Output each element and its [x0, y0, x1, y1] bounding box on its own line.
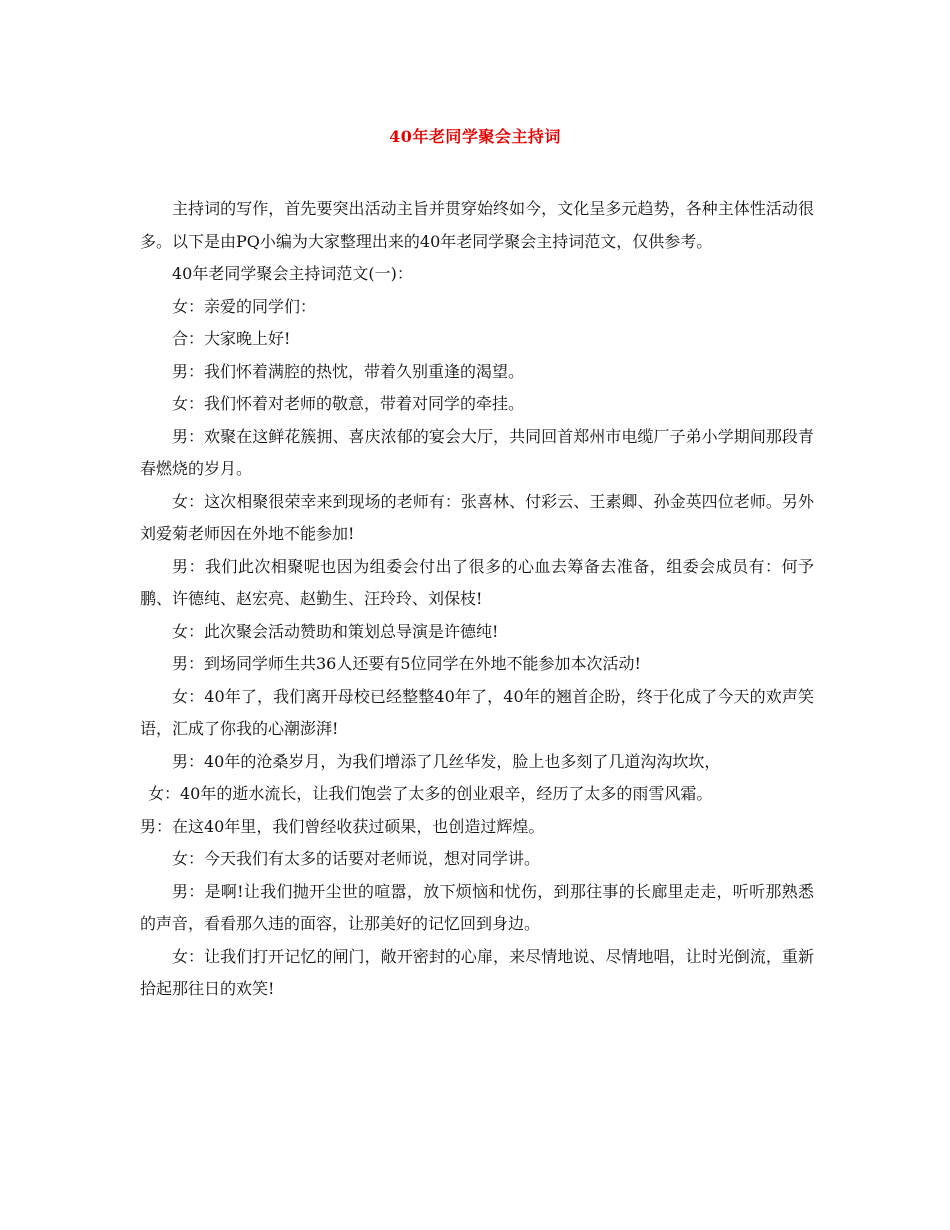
script-line: 男：欢聚在这鲜花簇拥、喜庆浓郁的宴会大厅，共同回首郑州市电缆厂子弟小学期间那段青春燃烧的岁月。 [140, 426, 814, 478]
script-line: 男：在这40年里，我们曾经收获过硕果，也创造过辉煌。 [140, 816, 545, 836]
section-heading: 40年老同学聚会主持词范文(一)： [172, 264, 413, 283]
script-line: 女：今天我们有太多的话要对老师说，想对同学讲。 [172, 849, 541, 868]
script-line: 女：这次相聚很荣幸来到现场的老师有：张喜林、付彩云、王素卿、孙金英四位老师。另外刘爱菊老师因在外地不能参加! [140, 491, 814, 543]
script-line: 男：我们此次相聚呢也因为组委会付出了很多的心血去筹备去准备，组委会成员有：何予鹏、许德纯、赵宏亮、赵勤生、汪玲玲、刘保枝! [140, 556, 814, 608]
script-line: 合：大家晚上好! [172, 329, 291, 348]
script-line: 男：到场同学师生共36人还要有5位同学在外地不能参加本次活动! [172, 654, 641, 673]
script-line: 女：让我们打开记忆的闸门，敞开密封的心扉，来尽情地说、尽情地唱，让时光倒流，重新拾起那往日的欢笑! [140, 946, 814, 998]
script-line: 女：我们怀着对老师的敬意，带着对同学的牵挂。 [172, 394, 525, 413]
document-body [140, 193, 814, 1006]
script-line: 男：40年的沧桑岁月，为我们增添了几丝华发，脸上也多刻了几道沟沟坎坎， [172, 751, 721, 771]
script-line: 女：亲爱的同学们： [172, 296, 317, 316]
script-line: 男：是啊!让我们抛开尘世的喧嚣，放下烦恼和忧伤，到那往事的长廊里走走，听听那熟悉的声音，看看那久违的面容，让那美好的记忆回到身边。 [140, 881, 814, 933]
document-title: 40年老同学聚会主持词 [389, 127, 561, 146]
intro-paragraph: 主持词的写作，首先要突出活动主旨并贯穿始终如今，文化呈多元趋势，各种主体性活动很多。以下是由PQ小编为大家整理出来的40年老同学聚会主持词范文，仅供参考。 [140, 199, 814, 251]
script-line: 男：我们怀着满腔的热忱，带着久别重逢的渴望。 [172, 361, 525, 381]
script-line: 女：40年的逝水流长，让我们饱尝了太多的创业艰辛，经历了太多的雨雪风霜。 [148, 784, 713, 803]
script-line: 女：此次聚会活动赞助和策划总导演是许德纯! [172, 621, 499, 641]
script-line: 女：40年了，我们离开母校已经整整40年了，40年的翘首企盼，终于化成了今天的欢声笑语，汇成了你我的心潮澎湃! [140, 686, 814, 738]
